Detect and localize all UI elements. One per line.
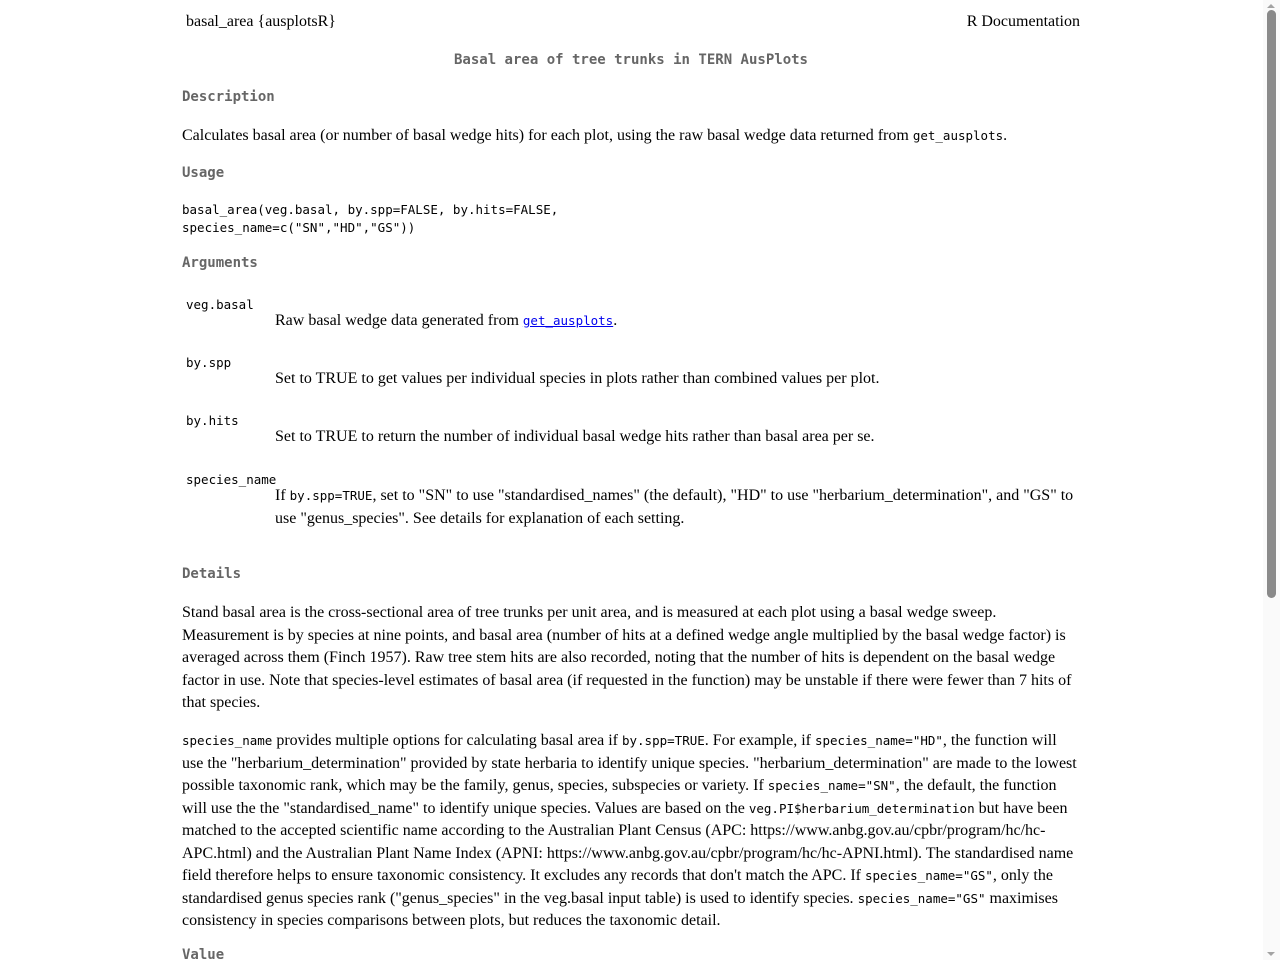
value-heading: Value [182,947,225,960]
topic-label: basal_area {ausplotsR} [186,13,336,30]
get-ausplots-code: get_ausplots [912,128,1004,143]
description-text: Calculates basal area (or number of basal wedge hits) for each plot, using the raw basal wedge data returned from get_ausplots. [182,127,1008,144]
scroll-down-arrow-icon[interactable] [1267,952,1275,956]
arg-desc-by-spp: Set to TRUE to get values per individual species in plots rather than combined values per plot. [275,370,880,387]
get-ausplots-link[interactable]: get_ausplots [522,313,614,328]
arg-desc-veg-basal: Raw basal wedge data generated from get_ausplots. [275,312,618,329]
vertical-scrollbar[interactable] [1263,0,1280,960]
scrollbar-thumb[interactable] [1267,10,1276,598]
arg-name-species-name: species_name [186,472,277,487]
description-heading: Description [182,89,275,105]
usage-code: basal_area(veg.basal, by.spp=FALSE, by.hits=FALSE, species_name=c("SN","HD","GS")) [182,202,559,235]
page-title: Basal area of tree trunks in TERN AusPlots [453,52,808,68]
usage-heading: Usage [182,165,225,181]
details-paragraph-2: species_name provides multiple options for calculating basal area if by.spp=TRUE. For example, if species_name="HD", the function will use the "herbarium_determination" provided by state herbaria to identify unique species. "herbarium_determination" are made to the lowest possible taxonomic rank, which may be the family, genus, species, subspecies or variety. If species_name="SN", the default, the function will use the the "standardised_name" to identify unique species. Values are based on the veg.PI$herbarium_determination but have been matched to the accepted scientific name according to the Australian Plant Census (APC: https://www.anbg.gov.au/cpbr/program/hc/hc-APC.html) and the Australian Plant Name Index (APNI: https://www.anbg.gov.au/cpbr/program/hc/hc-APNI.html). The standardised name field therefore helps to ensure taxonomic consistency. It excludes any records that don't match the APC. If species_name="GS", only the standardised genus species rank ("genus_species" in the veg.basal input table) is used to identify species. species_name="GS" maximises consistency in species comparisons between plots, but reduces the taxonomic detail. [182,732,1077,929]
page-header [186,13,1080,31]
arg-name-veg-basal: veg.basal [186,297,254,312]
arg-name-by-spp: by.spp [186,355,232,370]
scroll-up-arrow-icon[interactable] [1267,4,1275,8]
arguments-heading: Arguments [182,255,258,271]
details-paragraph-1: Stand basal area is the cross-sectional area of tree trunks per unit area, and is measured at each plot using a basal wedge sweep. Measurement is by species at nine points, and basal area (number of hits at a defined wedge angle multiplied by the basal wedge factor) is averaged across them (Finch 1957). Raw tree stem hits are also recorded, noting that the number of hits is dependent on the basal wedge factor in use. Note that species-level estimates of basal area (if requested in the function) may be unstable if there were fewer than 7 hits of that species. [182,604,1072,711]
r-documentation-label: R Documentation [966,13,1080,30]
arg-desc-by-hits: Set to TRUE to return the number of individual basal wedge hits rather than basal area per se. [275,428,875,445]
arg-name-by-hits: by.hits [186,413,239,428]
details-heading: Details [182,566,242,582]
arg-desc-species-name: If by.spp=TRUE, set to "SN" to use "standardised_names" (the default), "HD" to use "herbarium_determination", and "GS" to use "genus_species". See details for explanation of each setting. [275,487,1074,527]
